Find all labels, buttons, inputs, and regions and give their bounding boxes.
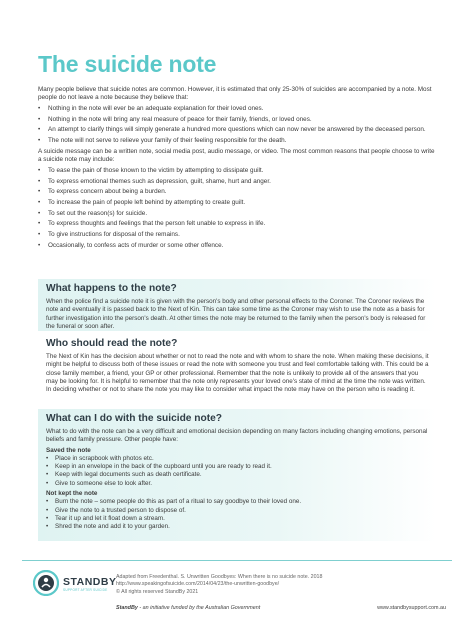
saved-list <box>46 455 430 488</box>
funding-text: - an initiative funded by the Australian Government <box>137 605 261 611</box>
list-item: • Give the note to a trusted person to dispose of. <box>46 507 430 515</box>
list-item: • Keep in an envelope in the back of the cupboard until you are ready to read it. <box>46 463 430 471</box>
intro <box>38 86 438 253</box>
list-item: • To set out the reason(s) for suicide. <box>38 210 438 218</box>
standby-logo-icon <box>33 570 59 596</box>
logo-wordmark: STANDBY <box>63 576 117 588</box>
section-body <box>46 428 430 532</box>
section-body: The Next of Kin has the decision about whether or not to read the note and with whom to share the note. When making these decisions, it might be helpful to discuss both of these issues or read the note with someone you trust and feel comfortable talking with. This could be a close family member, a friend, your GP or other professional. Remember that the note is unlikely to provide all of the answers that you may be looking for. It is helpful to remember that the note only represents your loved one's state of mind at the time the note was written. In deciding whether or not to share the note you may like to consider what impact the note may have on the person who is reading it. <box>46 353 429 394</box>
section-what-happens <box>38 283 436 331</box>
list-item: • Shred the note and add it to your garden. <box>46 523 430 531</box>
credit-line: Adapted from Freedenthal. S. Unwritten Goodbyes: When there is no suicide note. 2018 <box>116 574 323 580</box>
list-item: • The note will not serve to relieve your family of their feeling responsible for the death. <box>38 137 438 145</box>
intro-paragraph-1: Many people believe that suicide notes are common. However, it is estimated that only 25-30% of suicides are accompanied by a note. Most people do not leave a note because they believe that: <box>38 86 432 102</box>
list-item: • To increase the pain of people left behind by attempting to create guilt. <box>38 199 438 207</box>
reasons-list <box>38 167 438 250</box>
section-heading: Who should read the note? <box>46 338 178 349</box>
list-item: • Keep with legal documents such as death certificate. <box>46 471 430 479</box>
standby-logo <box>33 570 117 598</box>
list-item: • To express thoughts and feelings that the person felt unable to express in life. <box>38 220 438 228</box>
list-item: • Burn the note – some people do this as part of a ritual to say goodbye to their loved one. <box>46 498 430 506</box>
list-item: • To express concern about being a burden. <box>38 188 438 196</box>
section-who-should-read <box>38 338 436 394</box>
section-heading: What can I do with the suicide note? <box>46 413 223 424</box>
list-item: • Occasionally, to confess acts of murder or some other offence. <box>38 242 438 250</box>
funding-brand: StandBy <box>116 605 138 611</box>
section-what-can-i-do <box>38 413 436 532</box>
page-title: The suicide note <box>38 51 217 77</box>
list-item: • Nothing in the note will ever be an adequate explanation for their loved ones. <box>38 105 438 113</box>
website-link[interactable]: www.standbysupport.com.au <box>377 605 446 611</box>
beliefs-list <box>38 105 438 146</box>
funding-statement <box>116 605 260 611</box>
credit-link[interactable]: http://www.speakingofsuicide.com/2014/04/23/the-unwritten-goodbye/ <box>116 581 280 588</box>
logo-tagline: SUPPORT AFTER SUICIDE <box>63 588 108 592</box>
list-item: • Give to someone else to look after. <box>46 480 430 488</box>
not-kept-heading: Not kept the note <box>46 490 98 498</box>
section-body: When the police find a suicide note it is given with the person's body and other personal effects to the Coroner. The Coroner reviews the note and eventually it is passed back to the Next of Kin. This can take some time as the Coroner may wish to use the note as a basis for further investigation into the person's death. At other times the note may be returned to the family when the person's body is released for the funeral or soon after. <box>46 298 426 330</box>
list-item: • To give instructions for disposal of the remains. <box>38 231 438 239</box>
list-item: • Place in scrapbook with photos etc. <box>46 455 430 463</box>
list-item: • To ease the pain of those known to the victim by attempting to dissipate guilt. <box>38 167 438 175</box>
not-kept-list <box>46 498 430 531</box>
source-credit <box>116 574 346 596</box>
copyright: © All rights reserved StandBy 2021 <box>116 588 199 595</box>
list-item: • Nothing in the note will bring any real measure of peace for their family, friends, or loved ones. <box>38 116 438 124</box>
footer-divider <box>22 560 452 561</box>
saved-heading: Saved the note <box>46 446 91 454</box>
intro-paragraph-2: A suicide message can be a written note, social media post, audio message, or video. The most common reasons that people choose to write a suicide note may include: <box>38 147 435 164</box>
list-item: • Tear it up and let it float down a stream. <box>46 515 430 523</box>
section-intro: What to do with the note can be a very difficult and emotional decision depending on many factors including changing emotions, personal beliefs and family pressure. Other people have: <box>46 428 428 444</box>
list-item: • An attempt to clarify things will simply generate a hundred more questions which can now never be answered by the deceased person. <box>38 126 438 134</box>
section-heading: What happens to the note? <box>46 283 177 294</box>
list-item: • To express emotional themes such as depression, guilt, shame, hurt and anger. <box>38 178 438 186</box>
